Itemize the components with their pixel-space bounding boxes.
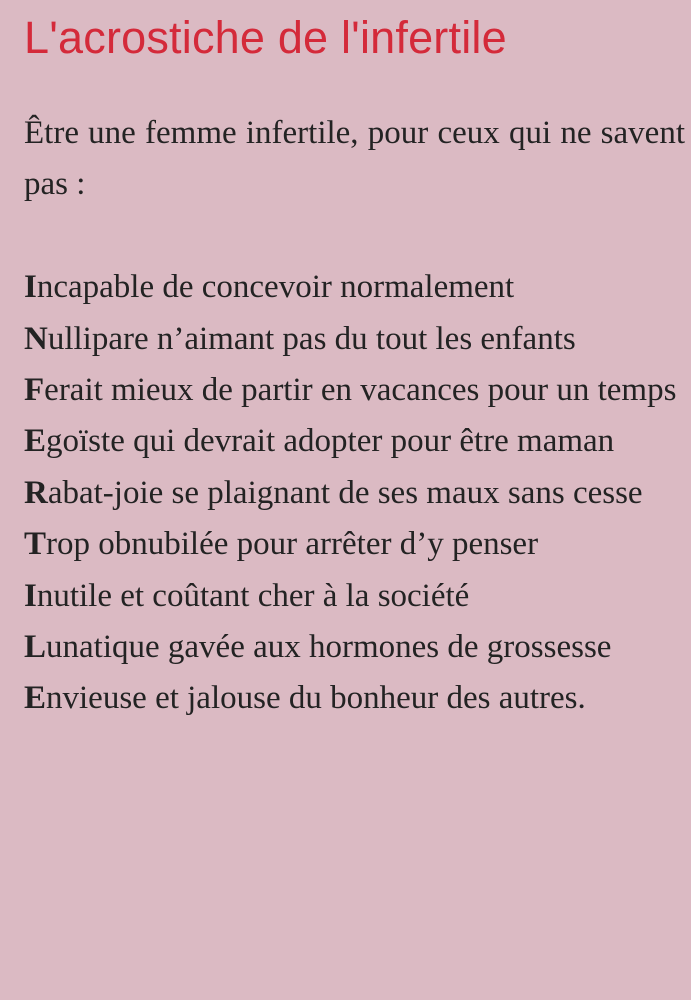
acrostic-text: nvieuse et jalouse du bonheur des autres. <box>46 680 586 717</box>
acrostic-text: rop obnubilée pour arrêter d’y penser <box>46 526 539 563</box>
intro-paragraph: Être une femme infertile, pour ceux qui ne savent pas : <box>24 115 685 203</box>
acrostic-line <box>24 571 685 622</box>
acrostic-text: nutile et coûtant cher à la société <box>36 577 470 614</box>
acrostic-text: abat-joie se plaignant de ses maux sans cesse <box>47 474 643 511</box>
acrostic-text: goïste qui devrait adopter pour être maman <box>46 423 615 460</box>
acrostic-initial: F <box>24 372 45 409</box>
article-body <box>24 108 685 725</box>
acrostic-text: unatique gavée aux hormones de grossesse <box>46 629 612 666</box>
page-title: L'acrostiche de l'infertile <box>24 12 507 63</box>
acrostic-line <box>24 262 685 313</box>
acrostic-initial: E <box>24 423 47 460</box>
acrostic-initial: T <box>24 526 47 563</box>
acrostic-line <box>24 519 685 570</box>
acrostic-initial: N <box>24 320 48 357</box>
acrostic-initial: L <box>24 629 47 666</box>
acrostic-initial: R <box>24 474 48 511</box>
acrostic-text: ncapable de concevoir normalement <box>36 269 515 306</box>
acrostic-line <box>24 365 685 416</box>
acrostic-initial: E <box>24 680 47 717</box>
acrostic-line <box>24 314 685 365</box>
acrostic-line <box>24 673 685 724</box>
acrostic-initial: I <box>24 269 37 306</box>
acrostic-line <box>24 468 685 519</box>
acrostic-line <box>24 416 685 467</box>
acrostic-text: erait mieux de partir en vacances pour un temps <box>44 372 677 409</box>
acrostic-initial: I <box>24 577 37 614</box>
acrostic-line <box>24 622 685 673</box>
acrostic-text: ullipare n’aimant pas du tout les enfants <box>47 320 576 357</box>
